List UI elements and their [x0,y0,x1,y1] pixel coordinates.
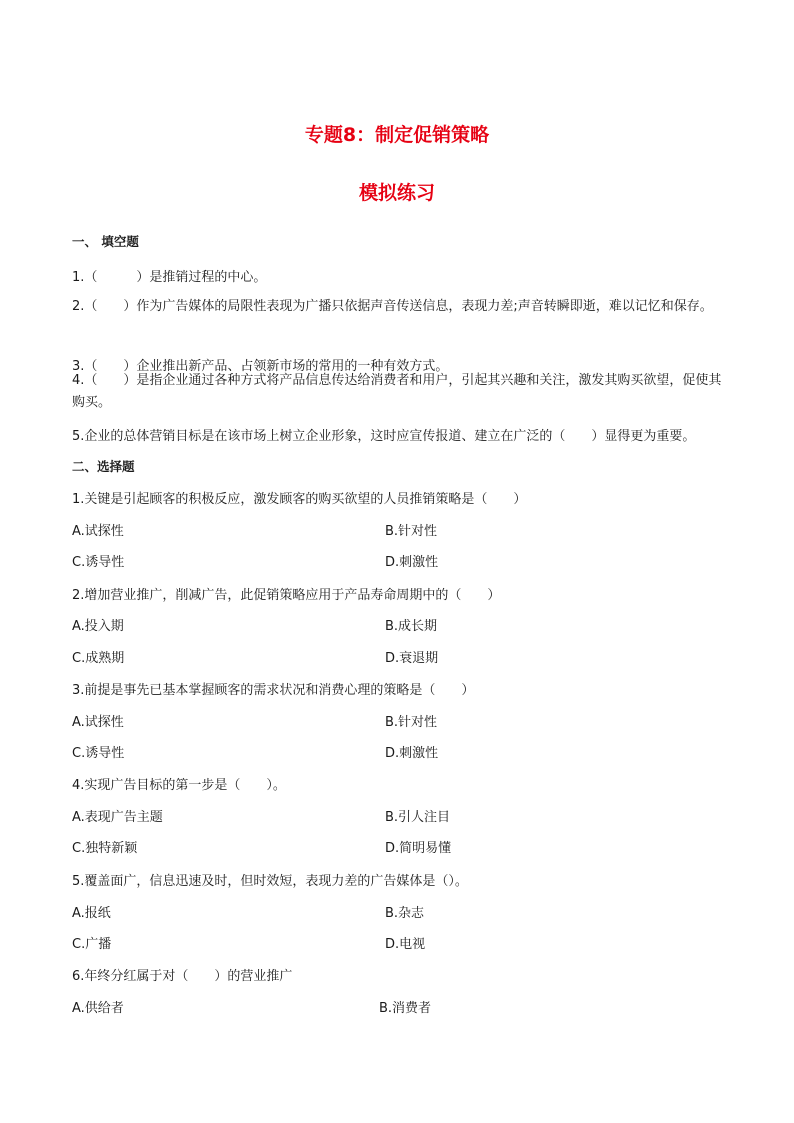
q5-option-d: D.电视 [385,937,426,952]
q6-option-a: A.供给者 [72,1001,124,1016]
q1-option-d: D.刺激性 [385,555,439,570]
q2-option-b: B.成长期 [385,619,438,634]
q1-option-b: B.针对性 [385,524,438,539]
section-heading-choice: 二、选择题 [72,459,135,474]
q4-option-a: A.表现广告主题 [72,810,163,825]
q2-option-d: D.衰退期 [385,651,439,666]
q1-option-a: A.试探性 [72,524,124,539]
choice-question-1: 1.关键是引起顾客的积极反应，激发顾客的购买欲望的人员推销策略是（ ） [72,492,527,507]
choice-question-6: 6.年终分红属于对（ ）的营业推广 [72,969,293,984]
choice-question-3: 3.前提是事先已基本掌握顾客的需求状况和消费心理的策略是（ ） [72,683,475,698]
q1-option-c: C.诱导性 [72,555,125,570]
q5-option-a: A.报纸 [72,906,111,921]
q4-option-d: D.简明易懂 [385,841,452,856]
fill-question-5: 5.企业的总体营销目标是在该市场上树立企业形象，这时应宣传报道、建立在广泛的（ ）显得更为重要。 [72,429,696,444]
q4-option-b: B.引人注目 [385,810,451,825]
q2-option-a: A.投入期 [72,619,124,634]
page-title: 专题8：制定促销策略 [304,124,490,146]
q3-option-a: A.试探性 [72,715,124,730]
q4-option-c: C.独特新颖 [72,841,138,856]
q5-option-b: B.杂志 [385,906,425,921]
q3-option-d: D.刺激性 [385,746,439,761]
choice-question-5: 5.覆盖面广，信息迅速及时，但时效短，表现力差的广告媒体是（）。 [72,874,468,889]
q5-option-c: C.广播 [72,937,112,952]
fill-question-1: 1.（ ）是推销过程的中心。 [72,270,267,285]
fill-question-3: 3.（ ）企业推出新产品、占领新市场的常用的一种有效方式。 [72,359,449,374]
fill-question-2: 2.（ ）作为广告媒体的局限性表现为广播只依据声音传送信息，表现力差;声音转瞬即逝，难以记忆和保存。 [72,299,713,314]
page-subtitle: 模拟练习 [358,182,435,204]
q3-option-b: B.针对性 [385,715,438,730]
section-heading-fill: 一、 填空题 [72,234,139,249]
q3-option-c: C.诱导性 [72,746,125,761]
q2-option-c: C.成熟期 [72,651,125,666]
choice-question-4: 4.实现广告目标的第一步是（ ）。 [72,778,286,793]
fill-question-4: 4.（ ）是指企业通过各种方式将产品信息传达给消费者和用户，引起其兴趣和关注，激发其购买欲望，促使其购买。 [72,373,722,410]
q6-option-b: B.消费者 [379,1001,432,1016]
choice-question-2: 2.增加营业推广，削减广告，此促销策略应用于产品寿命周期中的（ ） [72,588,501,603]
